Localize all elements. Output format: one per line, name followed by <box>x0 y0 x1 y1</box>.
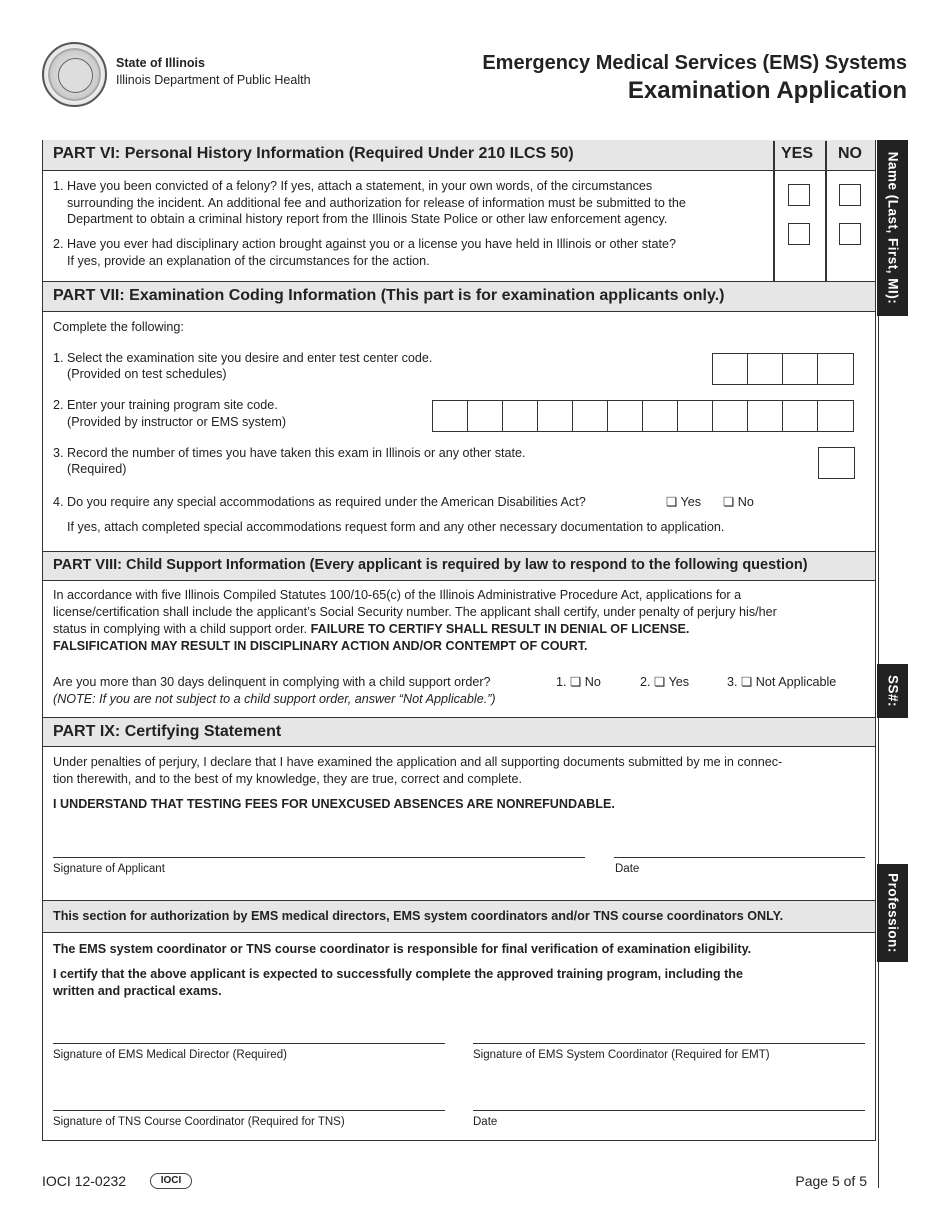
agency-department: Illinois Department of Public Health <box>116 73 311 87</box>
illinois-state-seal <box>42 42 107 107</box>
tns-coordinator-caption: Signature of TNS Course Coordinator (Required for TNS) <box>53 1116 345 1128</box>
item2-line2: (Provided by instructor or EMS system) <box>67 415 287 429</box>
child-support-na-option[interactable]: 3. ❏ Not Applicable <box>727 675 837 689</box>
part8-para-line4: FALSIFICATION MAY RESULT IN DISCIPLINARY ACTION AND/OR CONTEMPT OF COURT. <box>53 639 588 653</box>
part9-heading: PART IX: Certifying Statement <box>53 723 282 740</box>
tns-coordinator-signature-line[interactable] <box>53 1110 445 1111</box>
child-support-note: (NOTE: If you are not subject to a child support order, answer “Not Applicable.”) <box>53 692 496 706</box>
accommodations-no-option[interactable]: ❏ No <box>723 495 754 509</box>
q1-line2: surrounding the incident. An additional fee and authorization for release of information must be submitted to the <box>67 196 686 210</box>
part8-para-line3: status in complying with a child support order. FAILURE TO CERTIFY SHALL RESULT IN DENIAL OF LICENSE. <box>53 622 690 636</box>
sidetab-profession: Profession: <box>877 864 908 962</box>
q2-line1: 2. Have you ever had disciplinary action brought against you or a license you have held in Illinois or other state? <box>53 237 677 251</box>
q1-yes-checkbox[interactable] <box>788 184 810 206</box>
part9-para-line1: Under penalties of perjury, I declare that I have examined the application and all supporting documents submitted by me in connec- <box>53 755 783 769</box>
part8-header <box>43 551 875 581</box>
applicant-signature-line[interactable] <box>53 857 585 858</box>
applicant-signature-caption: Signature of Applicant <box>53 863 165 875</box>
q2-line2: If yes, provide an explanation of the circumstances for the action. <box>67 254 430 268</box>
system-coordinator-signature-line[interactable] <box>473 1043 865 1044</box>
item1-line2: (Provided on test schedules) <box>67 367 227 381</box>
agency-state: State of Illinois <box>116 56 205 70</box>
item1-line1: 1. Select the examination site you desire and enter test center code. <box>53 351 433 365</box>
sidetab-name: Name (Last, First, MI): <box>877 140 908 316</box>
test-center-code-input[interactable] <box>712 353 854 385</box>
child-support-question: Are you more than 30 days delinquent in complying with a child support order? <box>53 675 491 689</box>
sidetab-divider <box>878 962 879 1188</box>
form-code: IOCI 12-0232 <box>42 1173 127 1189</box>
no-column-header: NO <box>838 144 862 162</box>
system-coordinator-caption: Signature of EMS System Coordinator (Required for EMT) <box>473 1049 770 1061</box>
item4-line2: If yes, attach completed special accommodations request form and any other necessary documentation to application. <box>67 520 725 534</box>
application-form <box>42 140 876 1141</box>
authorization-header <box>43 900 875 933</box>
child-support-yes-option[interactable]: 2. ❏ Yes <box>640 675 690 689</box>
sidetab-ss: SS#: <box>877 664 908 718</box>
sidetab-divider <box>878 718 879 864</box>
no-column-divider <box>825 141 827 281</box>
form-title-line1: Emergency Medical Services (EMS) Systems <box>482 52 907 74</box>
item3-line2: (Required) <box>67 462 127 476</box>
part6-heading: PART VI: Personal History Information (Required Under 210 ILCS 50) <box>53 144 574 162</box>
child-support-no-option[interactable]: 1. ❏ No <box>556 675 601 689</box>
auth-line3: written and practical exams. <box>53 984 222 998</box>
training-site-code-input[interactable] <box>432 400 854 432</box>
authorization-heading: This section for authorization by EMS medical directors, EMS system coordinators and/or TNS course coordinators ONLY. <box>53 909 784 923</box>
auth-line2: I certify that the above applicant is expected to successfully complete the approved training program, including the <box>53 967 744 981</box>
part8-heading: PART VIII: Child Support Information (Every applicant is required by law to respond to the following question) <box>53 557 808 573</box>
part7-header <box>43 281 875 312</box>
q1-line1: 1. Have you been convicted of a felony? If yes, attach a statement, in your own words, of the circumstances <box>53 179 653 193</box>
yes-column-header: YES <box>781 144 814 162</box>
part9-para-line2: tion therewith, and to the best of my knowledge, they are true, correct and complete. <box>53 772 523 786</box>
item2-line1: 2. Enter your training program site code. <box>53 398 278 412</box>
nonrefundable-notice: I UNDERSTAND THAT TESTING FEES FOR UNEXCUSED ABSENCES ARE NONREFUNDABLE. <box>53 797 615 811</box>
page-number: Page 5 of 5 <box>795 1173 867 1189</box>
applicant-date-caption: Date <box>615 863 640 875</box>
q1-no-checkbox[interactable] <box>839 184 861 206</box>
part6-header <box>43 140 875 171</box>
medical-director-signature-line[interactable] <box>53 1043 445 1044</box>
q1-line3: Department to obtain a criminal history report from the Illinois State Police or other law enforcement agency. <box>67 212 668 226</box>
q2-no-checkbox[interactable] <box>839 223 861 245</box>
part8-para-line2: license/certification shall include the applicant’s Social Security number. The applicant shall certify, under penalty of perjury his/her <box>53 605 777 619</box>
part7-intro: Complete the following: <box>53 320 184 334</box>
accommodations-yes-option[interactable]: ❏ Yes <box>666 495 702 509</box>
part9-header <box>43 717 875 747</box>
applicant-date-line[interactable] <box>614 857 865 858</box>
item3-line1: 3. Record the number of times you have taken this exam in Illinois or any other state. <box>53 446 526 460</box>
medical-director-caption: Signature of EMS Medical Director (Required) <box>53 1049 287 1061</box>
auth-date-caption: Date <box>473 1116 498 1128</box>
form-title-line2: Examination Application <box>627 77 907 104</box>
auth-date-line[interactable] <box>473 1110 865 1111</box>
sidetab-divider <box>878 316 879 664</box>
part7-heading: PART VII: Examination Coding Information (This part is for examination applicants only.) <box>53 287 725 304</box>
item4-line1: 4. Do you require any special accommodations as required under the American Disabilities Act? <box>53 495 586 509</box>
ioci-logo: IOCI <box>150 1173 192 1189</box>
yes-column-divider <box>773 141 775 281</box>
auth-line1: The EMS system coordinator or TNS course coordinator is responsible for final verification of examination eligibility. <box>53 942 752 956</box>
part8-para-line1: In accordance with five Illinois Compiled Statutes 100/10-65(c) of the Illinois Administrative Procedure Act, applications for a <box>53 588 742 602</box>
q2-yes-checkbox[interactable] <box>788 223 810 245</box>
attempt-count-input[interactable] <box>818 447 855 479</box>
